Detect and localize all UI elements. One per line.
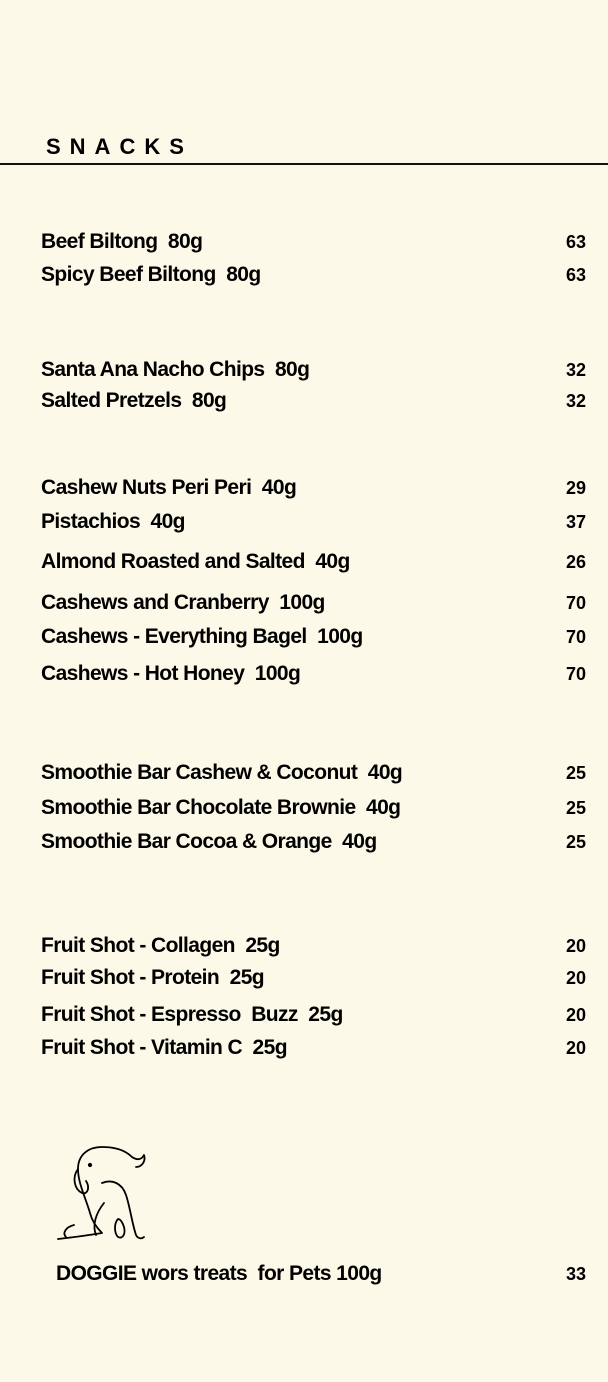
item-name: Smoothie Bar Chocolate Brownie 40g: [41, 796, 401, 819]
item-price: 20: [565, 968, 586, 988]
item-price: 70: [565, 664, 586, 684]
item-price: 26: [565, 552, 586, 572]
item-price: 20: [565, 1038, 586, 1058]
item-name: Smoothie Bar Cocoa & Orange 40g: [41, 830, 377, 853]
item-price: 32: [565, 391, 586, 411]
menu-item: [41, 228, 586, 258]
item-name: Fruit Shot - Protein 25g: [41, 966, 265, 989]
item-name: DOGGIE wors treats for Pets 100g: [56, 1262, 382, 1285]
menu-item: [41, 589, 586, 619]
item-price: 20: [565, 936, 586, 956]
item-price: 70: [565, 627, 586, 647]
item-price: 33: [565, 1264, 586, 1284]
item-name: Beef Biltong 80g: [41, 230, 203, 253]
item-name: Santa Ana Nacho Chips 80g: [41, 358, 310, 381]
item-name: Fruit Shot - Vitamin C 25g: [41, 1036, 287, 1059]
item-price: 63: [565, 232, 586, 252]
item-price: 25: [565, 832, 586, 852]
menu-item: [41, 548, 586, 578]
menu-item: [41, 932, 586, 962]
menu-item: [41, 623, 586, 653]
item-price: 70: [565, 593, 586, 613]
menu-item: [41, 356, 586, 386]
menu-item: [41, 759, 586, 789]
item-name: Fruit Shot - Collagen 25g: [41, 934, 280, 957]
heading-divider: [0, 163, 608, 165]
item-name: Cashews - Hot Honey 100g: [41, 662, 301, 685]
menu-item: [41, 828, 586, 858]
item-name: Cashews - Everything Bagel 100g: [41, 625, 363, 648]
item-name: Almond Roasted and Salted 40g: [41, 550, 350, 573]
item-name: Fruit Shot - Espresso Buzz 25g: [41, 1003, 343, 1026]
menu-item: [41, 261, 586, 291]
item-name: Pistachios 40g: [41, 510, 185, 533]
item-price: 63: [565, 265, 586, 285]
menu-item: [41, 794, 586, 824]
item-price: 25: [565, 763, 586, 783]
menu-item: [41, 508, 586, 538]
section-heading: SNACKS: [46, 134, 193, 159]
item-name: Spicy Beef Biltong 80g: [41, 263, 261, 286]
dog-line-art-icon: [56, 1143, 148, 1243]
menu-item: [56, 1260, 586, 1290]
item-name: Salted Pretzels 80g: [41, 389, 227, 412]
item-name: Cashew Nuts Peri Peri 40g: [41, 476, 297, 499]
item-price: 29: [565, 478, 586, 498]
menu-item: [41, 660, 586, 690]
item-name: Cashews and Cranberry 100g: [41, 591, 325, 614]
item-price: 32: [565, 360, 586, 380]
menu-item: [41, 474, 586, 504]
item-price: 20: [565, 1005, 586, 1025]
menu-item: [41, 1001, 586, 1031]
item-price: 25: [565, 798, 586, 818]
menu-item: [41, 1034, 586, 1064]
menu-item: [41, 387, 586, 417]
item-price: 37: [565, 512, 586, 532]
item-name: Smoothie Bar Cashew & Coconut 40g: [41, 761, 403, 784]
menu-item: [41, 964, 586, 994]
